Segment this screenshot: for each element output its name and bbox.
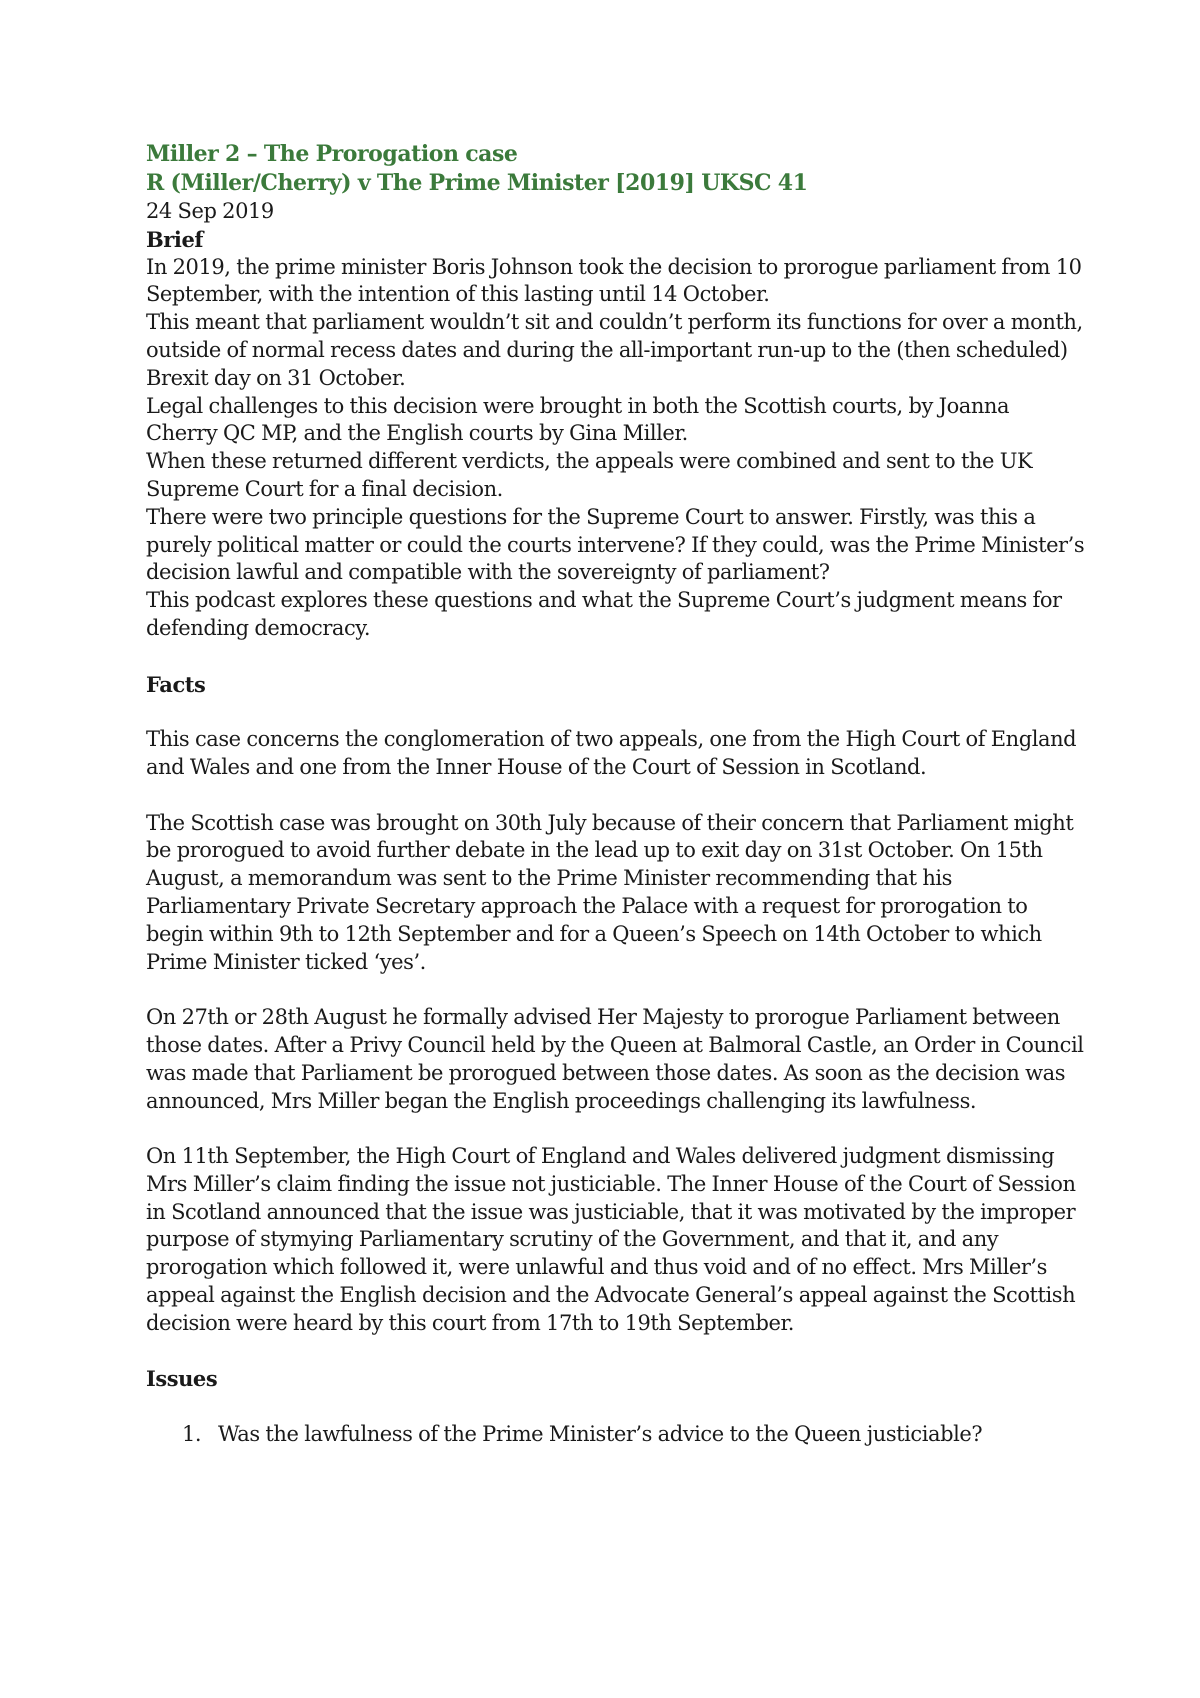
- document-page: [146, 140, 1086, 1449]
- brief-heading: Brief: [146, 226, 203, 252]
- spacer: [146, 643, 1086, 671]
- issues-list: [146, 1421, 1086, 1449]
- spacer: [146, 976, 1086, 1004]
- document-title: Miller 2 – The Prorogation case: [146, 141, 518, 167]
- facts-paragraph: The Scottish case was brought on 30th July because of their concern that Parliament might be prorogued to avoid further debate in the lead up to exit day on 31st October. On 15th August, a memorandum was sent to the Prime Minister recommending that his Parliamentary Private Secretary approach the Palace with a request for prorogation to begin within 9th to 12th September and for a Queen’s Speech on 14th October to which Prime Minister ticked ‘yes’.: [146, 810, 1074, 974]
- case-citation: R (Miller/Cherry) v The Prime Minister [2019] UKSC 41: [146, 170, 808, 196]
- facts-paragraph: This case concerns the conglomeration of two appeals, one from the High Court of England and Wales and one from the Inner House of the Court of Session in Scotland.: [146, 727, 1077, 779]
- facts-paragraph: On 11th September, the High Court of England and Wales delivered judgment dismissing Mrs Miller’s claim finding the issue not justiciable. The Inner House of the Court of Session in Scotland announced that the issue was justiciable, that it was motivated by the improper purpose of stymying Parliamentary scrutiny of the Government, and that it, and any prorogation which followed it, were unlawful and thus void and of no effect. Mrs Miller’s appeal against the English decision and the Advocate General’s appeal against the Scottish decision were heard by this court from 17th to 19th September.: [146, 1144, 1076, 1335]
- list-item-number: 1.: [182, 1422, 202, 1447]
- brief-paragraph: When these returned different verdicts, the appeals were combined and sent to the UK Supreme Court for a final decision.: [146, 449, 1033, 501]
- facts-paragraph: On 27th or 28th August he formally advised Her Majesty to prorogue Parliament between those dates. After a Privy Council held by the Queen at Balmoral Castle, an Order in Council was made that Parliament be prorogued between those dates. As soon as the decision was announced, Mrs Miller began the English proceedings challenging its lawfulness.: [146, 1005, 1084, 1113]
- spacer: [146, 698, 1086, 726]
- issues-heading: Issues: [146, 1366, 218, 1392]
- list-item: [146, 1421, 1086, 1449]
- facts-heading: Facts: [146, 671, 206, 697]
- spacer: [146, 1393, 1086, 1421]
- brief-paragraph: Legal challenges to this decision were brought in both the Scottish courts, by Joanna Cherry QC MP, and the English courts by Gina Miller.: [146, 393, 1010, 446]
- spacer: [146, 782, 1086, 810]
- brief-paragraph: In 2019, the prime minister Boris Johnson took the decision to prorogue parliament from 10 September, with the intention of this lasting until 14 October.: [146, 254, 1082, 307]
- brief-paragraph: This meant that parliament wouldn’t sit and couldn’t perform its functions for over a month, outside of normal recess dates and during the all-important run-up to the (then scheduled) Brexit day on 31 October.: [146, 310, 1083, 390]
- spacer: [146, 1338, 1086, 1366]
- brief-paragraph: There were two principle questions for the Supreme Court to answer. Firstly, was this a purely political matter or could the courts intervene? If they could, was the Prime Minister’s decision lawful and compatible with the sovereignty of parliament?: [146, 504, 1085, 585]
- document-date: 24 Sep 2019: [146, 199, 274, 223]
- spacer: [146, 1115, 1086, 1143]
- list-item-text: Was the lawfulness of the Prime Minister’s advice to the Queen justiciable?: [218, 1422, 983, 1447]
- brief-paragraph: This podcast explores these questions and what the Supreme Court’s judgment means for defending democracy.: [146, 588, 1062, 640]
